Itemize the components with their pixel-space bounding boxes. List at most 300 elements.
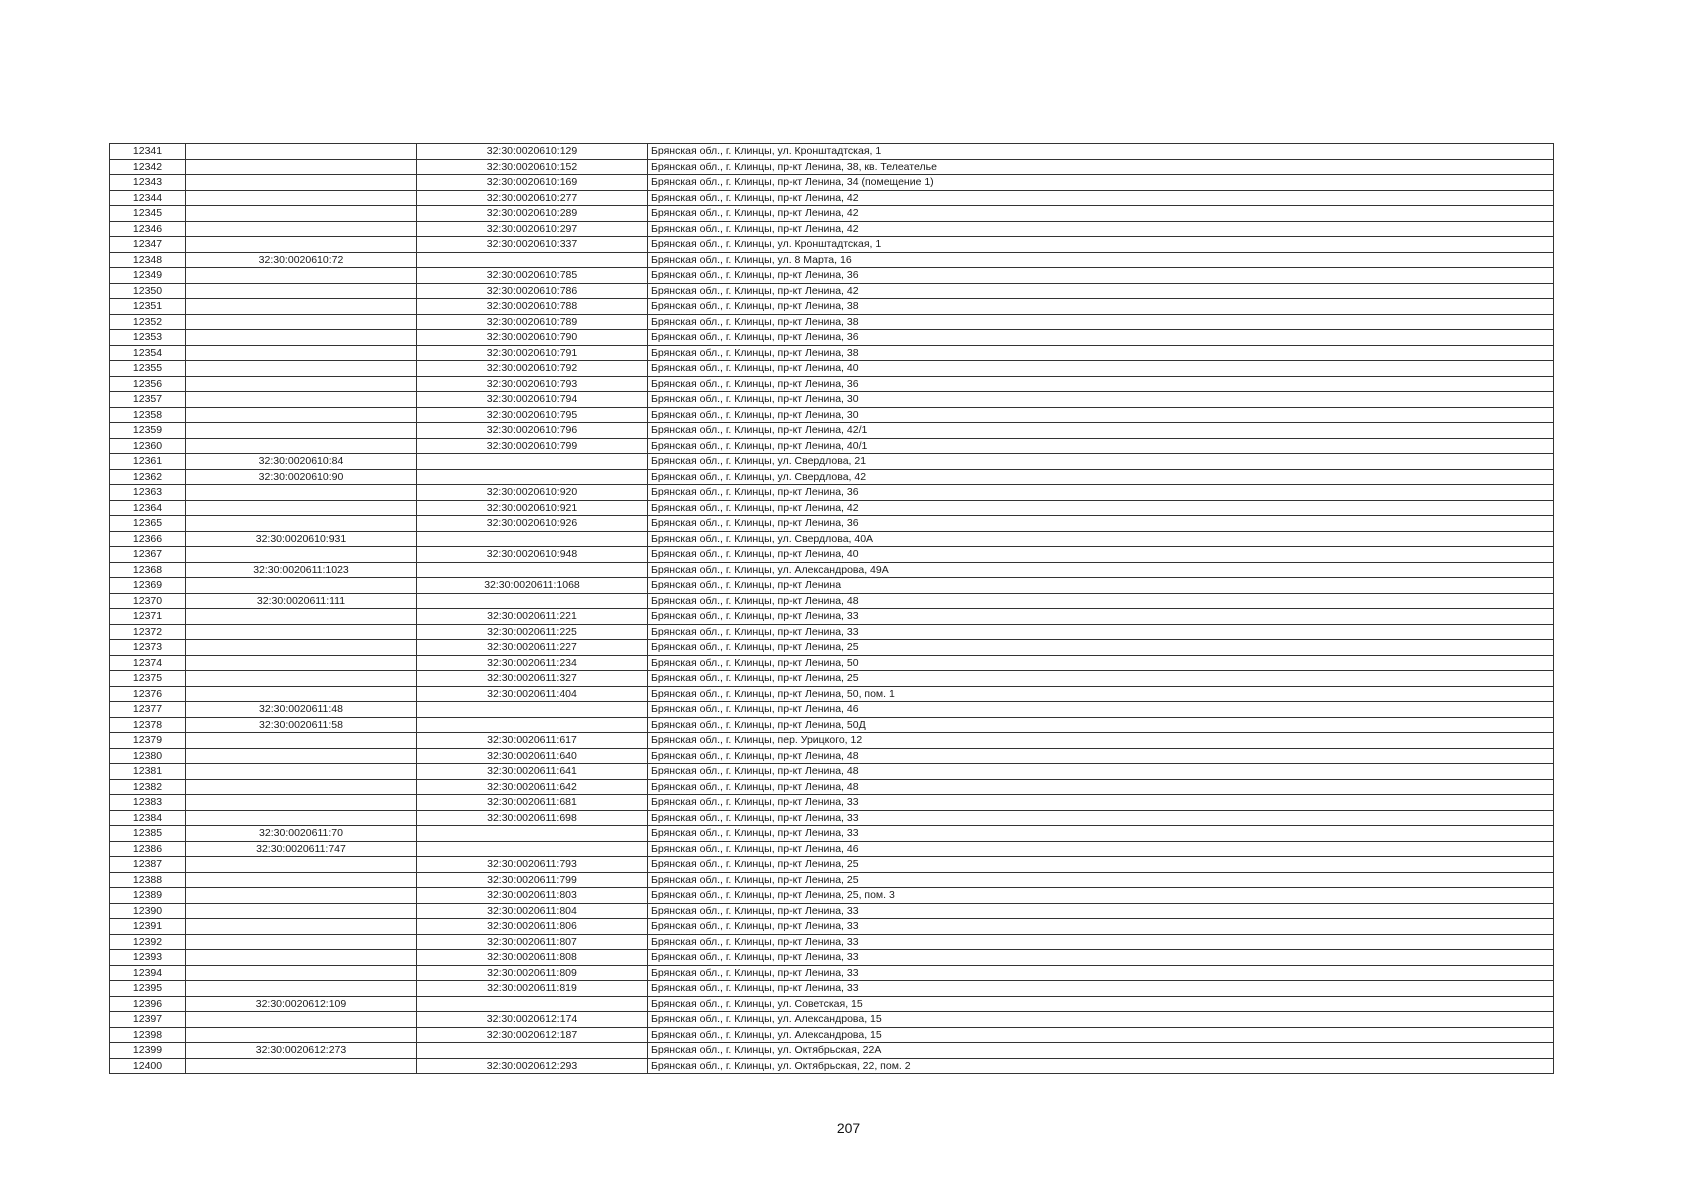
address-cell: Брянская обл., г. Клинцы, пр-кт Ленина, 40 — [648, 361, 1554, 377]
building-cadastral-number-cell: 32:30:0020611:641 — [417, 764, 648, 780]
row-number-cell: 12351 — [110, 299, 186, 315]
building-cadastral-number-cell: 32:30:0020610:926 — [417, 516, 648, 532]
building-cadastral-number-cell: 32:30:0020611:227 — [417, 640, 648, 656]
address-cell: Брянская обл., г. Клинцы, пр-кт Ленина — [648, 578, 1554, 594]
building-cadastral-number-cell: 32:30:0020611:681 — [417, 795, 648, 811]
row-number-cell: 12383 — [110, 795, 186, 811]
land-cadastral-number-cell — [186, 578, 417, 594]
row-number-cell: 12368 — [110, 562, 186, 578]
land-cadastral-number-cell — [186, 981, 417, 997]
table-row — [110, 593, 1554, 609]
row-number-cell: 12384 — [110, 810, 186, 826]
land-cadastral-number-cell — [186, 485, 417, 501]
land-cadastral-number-cell: 32:30:0020612:109 — [186, 996, 417, 1012]
table-row — [110, 872, 1554, 888]
land-cadastral-number-cell — [186, 345, 417, 361]
address-cell: Брянская обл., г. Клинцы, пр-кт Ленина, 33 — [648, 826, 1554, 842]
row-number-cell: 12356 — [110, 376, 186, 392]
building-cadastral-number-cell: 32:30:0020610:948 — [417, 547, 648, 563]
land-cadastral-number-cell: 32:30:0020611:747 — [186, 841, 417, 857]
row-number-cell: 12354 — [110, 345, 186, 361]
building-cadastral-number-cell: 32:30:0020610:337 — [417, 237, 648, 253]
row-number-cell: 12389 — [110, 888, 186, 904]
row-number-cell: 12342 — [110, 159, 186, 175]
row-number-cell: 12376 — [110, 686, 186, 702]
land-cadastral-number-cell: 32:30:0020612:273 — [186, 1043, 417, 1059]
table-row — [110, 748, 1554, 764]
row-number-cell: 12350 — [110, 283, 186, 299]
table-row — [110, 888, 1554, 904]
building-cadastral-number-cell: 32:30:0020610:792 — [417, 361, 648, 377]
table-row — [110, 795, 1554, 811]
row-number-cell: 12373 — [110, 640, 186, 656]
row-number-cell: 12367 — [110, 547, 186, 563]
land-cadastral-number-cell — [186, 159, 417, 175]
registry-table-body — [110, 144, 1554, 1074]
address-cell: Брянская обл., г. Клинцы, пр-кт Ленина, 48 — [648, 593, 1554, 609]
land-cadastral-number-cell — [186, 1058, 417, 1074]
table-row — [110, 779, 1554, 795]
address-cell: Брянская обл., г. Клинцы, пр-кт Ленина, 42 — [648, 500, 1554, 516]
row-number-cell: 12382 — [110, 779, 186, 795]
table-row — [110, 392, 1554, 408]
building-cadastral-number-cell: 32:30:0020610:277 — [417, 190, 648, 206]
building-cadastral-number-cell: 32:30:0020610:786 — [417, 283, 648, 299]
row-number-cell: 12361 — [110, 454, 186, 470]
address-cell: Брянская обл., г. Клинцы, ул. Свердлова, 21 — [648, 454, 1554, 470]
building-cadastral-number-cell: 32:30:0020611:327 — [417, 671, 648, 687]
building-cadastral-number-cell: 32:30:0020611:809 — [417, 965, 648, 981]
building-cadastral-number-cell: 32:30:0020610:791 — [417, 345, 648, 361]
building-cadastral-number-cell — [417, 1043, 648, 1059]
building-cadastral-number-cell: 32:30:0020610:799 — [417, 438, 648, 454]
address-cell: Брянская обл., г. Клинцы, пр-кт Ленина, 30 — [648, 392, 1554, 408]
address-cell: Брянская обл., г. Клинцы, пр-кт Ленина, 46 — [648, 841, 1554, 857]
table-row — [110, 826, 1554, 842]
row-number-cell: 12347 — [110, 237, 186, 253]
address-cell: Брянская обл., г. Клинцы, пр-кт Ленина, 25 — [648, 640, 1554, 656]
land-cadastral-number-cell — [186, 299, 417, 315]
address-cell: Брянская обл., г. Клинцы, пр-кт Ленина, 33 — [648, 965, 1554, 981]
building-cadastral-number-cell — [417, 826, 648, 842]
address-cell: Брянская обл., г. Клинцы, пр-кт Ленина, 30 — [648, 407, 1554, 423]
building-cadastral-number-cell: 32:30:0020611:819 — [417, 981, 648, 997]
address-cell: Брянская обл., г. Клинцы, пр-кт Ленина, 25 — [648, 857, 1554, 873]
table-row — [110, 996, 1554, 1012]
address-cell: Брянская обл., г. Клинцы, пр-кт Ленина, 33 — [648, 903, 1554, 919]
page-number: 207 — [836, 1120, 861, 1136]
building-cadastral-number-cell: 32:30:0020610:785 — [417, 268, 648, 284]
building-cadastral-number-cell: 32:30:0020612:293 — [417, 1058, 648, 1074]
building-cadastral-number-cell: 32:30:0020611:617 — [417, 733, 648, 749]
table-row — [110, 624, 1554, 640]
address-cell: Брянская обл., г. Клинцы, пр-кт Ленина, 40 — [648, 547, 1554, 563]
address-cell: Брянская обл., г. Клинцы, пр-кт Ленина, 36 — [648, 516, 1554, 532]
land-cadastral-number-cell — [186, 857, 417, 873]
table-row — [110, 950, 1554, 966]
land-cadastral-number-cell — [186, 1012, 417, 1028]
building-cadastral-number-cell: 32:30:0020611:221 — [417, 609, 648, 625]
row-number-cell: 12390 — [110, 903, 186, 919]
table-row — [110, 345, 1554, 361]
row-number-cell: 12378 — [110, 717, 186, 733]
land-cadastral-number-cell — [186, 671, 417, 687]
row-number-cell: 12370 — [110, 593, 186, 609]
row-number-cell: 12365 — [110, 516, 186, 532]
address-cell: Брянская обл., г. Клинцы, пр-кт Ленина, 25 — [648, 872, 1554, 888]
row-number-cell: 12398 — [110, 1027, 186, 1043]
building-cadastral-number-cell: 32:30:0020611:804 — [417, 903, 648, 919]
building-cadastral-number-cell — [417, 454, 648, 470]
table-row — [110, 934, 1554, 950]
land-cadastral-number-cell — [186, 810, 417, 826]
table-row — [110, 175, 1554, 191]
building-cadastral-number-cell: 32:30:0020611:803 — [417, 888, 648, 904]
table-row — [110, 361, 1554, 377]
building-cadastral-number-cell: 32:30:0020610:795 — [417, 407, 648, 423]
address-cell: Брянская обл., г. Клинцы, пр-кт Ленина, 42 — [648, 206, 1554, 222]
building-cadastral-number-cell: 32:30:0020611:404 — [417, 686, 648, 702]
land-cadastral-number-cell — [186, 547, 417, 563]
row-number-cell: 12400 — [110, 1058, 186, 1074]
row-number-cell: 12362 — [110, 469, 186, 485]
table-row — [110, 733, 1554, 749]
table-row — [110, 810, 1554, 826]
table-row — [110, 764, 1554, 780]
table-row — [110, 283, 1554, 299]
land-cadastral-number-cell: 32:30:0020611:1023 — [186, 562, 417, 578]
address-cell: Брянская обл., г. Клинцы, пр-кт Ленина, 36 — [648, 376, 1554, 392]
row-number-cell: 12380 — [110, 748, 186, 764]
address-cell: Брянская обл., г. Клинцы, пер. Урицкого, 12 — [648, 733, 1554, 749]
address-cell: Брянская обл., г. Клинцы, пр-кт Ленина, 46 — [648, 702, 1554, 718]
table-row — [110, 686, 1554, 702]
table-row — [110, 702, 1554, 718]
row-number-cell: 12358 — [110, 407, 186, 423]
row-number-cell: 12341 — [110, 144, 186, 160]
address-cell: Брянская обл., г. Клинцы, ул. Свердлова, 40А — [648, 531, 1554, 547]
table-row — [110, 330, 1554, 346]
row-number-cell: 12375 — [110, 671, 186, 687]
table-row — [110, 671, 1554, 687]
address-cell: Брянская обл., г. Клинцы, пр-кт Ленина, 38, кв. Телеателье — [648, 159, 1554, 175]
land-cadastral-number-cell — [186, 764, 417, 780]
row-number-cell: 12397 — [110, 1012, 186, 1028]
address-cell: Брянская обл., г. Клинцы, пр-кт Ленина, 36 — [648, 268, 1554, 284]
address-cell: Брянская обл., г. Клинцы, пр-кт Ленина, 33 — [648, 919, 1554, 935]
address-cell: Брянская обл., г. Клинцы, пр-кт Ленина, 48 — [648, 779, 1554, 795]
address-cell: Брянская обл., г. Клинцы, ул. Октябрьская, 22А — [648, 1043, 1554, 1059]
table-row — [110, 423, 1554, 439]
row-number-cell: 12391 — [110, 919, 186, 935]
address-cell: Брянская обл., г. Клинцы, ул. Кронштадтская, 1 — [648, 237, 1554, 253]
row-number-cell: 12355 — [110, 361, 186, 377]
land-cadastral-number-cell — [186, 237, 417, 253]
address-cell: Брянская обл., г. Клинцы, пр-кт Ленина, 33 — [648, 624, 1554, 640]
address-cell: Брянская обл., г. Клинцы, пр-кт Ленина, 33 — [648, 795, 1554, 811]
address-cell: Брянская обл., г. Клинцы, ул. 8 Марта, 16 — [648, 252, 1554, 268]
table-row — [110, 562, 1554, 578]
table-row — [110, 903, 1554, 919]
land-cadastral-number-cell — [186, 500, 417, 516]
table-row — [110, 841, 1554, 857]
building-cadastral-number-cell: 32:30:0020610:793 — [417, 376, 648, 392]
address-cell: Брянская обл., г. Клинцы, пр-кт Ленина, 50Д — [648, 717, 1554, 733]
land-cadastral-number-cell — [186, 919, 417, 935]
address-cell: Брянская обл., г. Клинцы, пр-кт Ленина, 33 — [648, 981, 1554, 997]
table-row — [110, 469, 1554, 485]
table-row — [110, 206, 1554, 222]
land-cadastral-number-cell: 32:30:0020610:90 — [186, 469, 417, 485]
address-cell: Брянская обл., г. Клинцы, пр-кт Ленина, 34 (помещение 1) — [648, 175, 1554, 191]
land-cadastral-number-cell — [186, 516, 417, 532]
row-number-cell: 12360 — [110, 438, 186, 454]
table-row — [110, 485, 1554, 501]
row-number-cell: 12371 — [110, 609, 186, 625]
land-cadastral-number-cell — [186, 950, 417, 966]
land-cadastral-number-cell — [186, 206, 417, 222]
land-cadastral-number-cell: 32:30:0020610:72 — [186, 252, 417, 268]
address-cell: Брянская обл., г. Клинцы, ул. Александрова, 15 — [648, 1012, 1554, 1028]
building-cadastral-number-cell: 32:30:0020610:297 — [417, 221, 648, 237]
table-row — [110, 919, 1554, 935]
building-cadastral-number-cell: 32:30:0020612:174 — [417, 1012, 648, 1028]
building-cadastral-number-cell: 32:30:0020611:1068 — [417, 578, 648, 594]
row-number-cell: 12369 — [110, 578, 186, 594]
address-cell: Брянская обл., г. Клинцы, пр-кт Ленина, 36 — [648, 485, 1554, 501]
building-cadastral-number-cell: 32:30:0020611:808 — [417, 950, 648, 966]
address-cell: Брянская обл., г. Клинцы, ул. Свердлова, 42 — [648, 469, 1554, 485]
land-cadastral-number-cell — [186, 144, 417, 160]
address-cell: Брянская обл., г. Клинцы, пр-кт Ленина, 38 — [648, 299, 1554, 315]
table-row — [110, 376, 1554, 392]
land-cadastral-number-cell — [186, 686, 417, 702]
land-cadastral-number-cell: 32:30:0020611:48 — [186, 702, 417, 718]
table-row — [110, 314, 1554, 330]
row-number-cell: 12345 — [110, 206, 186, 222]
building-cadastral-number-cell: 32:30:0020611:225 — [417, 624, 648, 640]
land-cadastral-number-cell — [186, 624, 417, 640]
address-cell: Брянская обл., г. Клинцы, пр-кт Ленина, 25 — [648, 671, 1554, 687]
land-cadastral-number-cell — [186, 392, 417, 408]
table-row — [110, 609, 1554, 625]
building-cadastral-number-cell — [417, 717, 648, 733]
address-cell: Брянская обл., г. Клинцы, пр-кт Ленина, 38 — [648, 345, 1554, 361]
row-number-cell: 12399 — [110, 1043, 186, 1059]
address-cell: Брянская обл., г. Клинцы, ул. Александрова, 15 — [648, 1027, 1554, 1043]
row-number-cell: 12396 — [110, 996, 186, 1012]
table-row — [110, 965, 1554, 981]
row-number-cell: 12387 — [110, 857, 186, 873]
building-cadastral-number-cell: 32:30:0020611:642 — [417, 779, 648, 795]
table-row — [110, 578, 1554, 594]
table-row — [110, 655, 1554, 671]
building-cadastral-number-cell: 32:30:0020610:788 — [417, 299, 648, 315]
address-cell: Брянская обл., г. Клинцы, пр-кт Ленина, 48 — [648, 748, 1554, 764]
address-cell: Брянская обл., г. Клинцы, пр-кт Ленина, 42 — [648, 190, 1554, 206]
building-cadastral-number-cell — [417, 531, 648, 547]
table-row — [110, 1027, 1554, 1043]
table-row — [110, 190, 1554, 206]
address-cell: Брянская обл., г. Клинцы, ул. Кронштадтская, 1 — [648, 144, 1554, 160]
row-number-cell: 12395 — [110, 981, 186, 997]
table-row — [110, 857, 1554, 873]
building-cadastral-number-cell: 32:30:0020611:806 — [417, 919, 648, 935]
row-number-cell: 12344 — [110, 190, 186, 206]
building-cadastral-number-cell: 32:30:0020611:799 — [417, 872, 648, 888]
row-number-cell: 12366 — [110, 531, 186, 547]
land-cadastral-number-cell — [186, 438, 417, 454]
address-cell: Брянская обл., г. Клинцы, пр-кт Ленина, 33 — [648, 609, 1554, 625]
address-cell: Брянская обл., г. Клинцы, пр-кт Ленина, 48 — [648, 764, 1554, 780]
row-number-cell: 12363 — [110, 485, 186, 501]
land-cadastral-number-cell — [186, 175, 417, 191]
address-cell: Брянская обл., г. Клинцы, пр-кт Ленина, 40/1 — [648, 438, 1554, 454]
row-number-cell: 12372 — [110, 624, 186, 640]
row-number-cell: 12393 — [110, 950, 186, 966]
table-row — [110, 1058, 1554, 1074]
row-number-cell: 12381 — [110, 764, 186, 780]
land-cadastral-number-cell: 32:30:0020611:70 — [186, 826, 417, 842]
land-cadastral-number-cell — [186, 407, 417, 423]
address-cell: Брянская обл., г. Клинцы, ул. Октябрьская, 22, пом. 2 — [648, 1058, 1554, 1074]
land-cadastral-number-cell — [186, 1027, 417, 1043]
row-number-cell: 12394 — [110, 965, 186, 981]
table-row — [110, 438, 1554, 454]
land-cadastral-number-cell — [186, 221, 417, 237]
row-number-cell: 12353 — [110, 330, 186, 346]
land-cadastral-number-cell: 32:30:0020610:84 — [186, 454, 417, 470]
address-cell: Брянская обл., г. Клинцы, ул. Александрова, 49А — [648, 562, 1554, 578]
land-cadastral-number-cell — [186, 330, 417, 346]
table-row — [110, 237, 1554, 253]
row-number-cell: 12388 — [110, 872, 186, 888]
land-cadastral-number-cell — [186, 268, 417, 284]
table-row — [110, 221, 1554, 237]
table-row — [110, 547, 1554, 563]
row-number-cell: 12349 — [110, 268, 186, 284]
table-row — [110, 1043, 1554, 1059]
building-cadastral-number-cell: 32:30:0020611:807 — [417, 934, 648, 950]
table-row — [110, 454, 1554, 470]
building-cadastral-number-cell — [417, 469, 648, 485]
building-cadastral-number-cell — [417, 841, 648, 857]
row-number-cell: 12364 — [110, 500, 186, 516]
building-cadastral-number-cell: 32:30:0020610:920 — [417, 485, 648, 501]
row-number-cell: 12348 — [110, 252, 186, 268]
land-cadastral-number-cell — [186, 872, 417, 888]
land-cadastral-number-cell — [186, 934, 417, 950]
building-cadastral-number-cell: 32:30:0020611:698 — [417, 810, 648, 826]
land-cadastral-number-cell — [186, 283, 417, 299]
land-cadastral-number-cell: 32:30:0020611:58 — [186, 717, 417, 733]
table-row — [110, 717, 1554, 733]
row-number-cell: 12379 — [110, 733, 186, 749]
building-cadastral-number-cell — [417, 702, 648, 718]
building-cadastral-number-cell: 32:30:0020612:187 — [417, 1027, 648, 1043]
land-cadastral-number-cell — [186, 609, 417, 625]
land-cadastral-number-cell — [186, 640, 417, 656]
address-cell: Брянская обл., г. Клинцы, пр-кт Ленина, 50 — [648, 655, 1554, 671]
table-row — [110, 981, 1554, 997]
row-number-cell: 12346 — [110, 221, 186, 237]
table-row — [110, 640, 1554, 656]
address-cell: Брянская обл., г. Клинцы, пр-кт Ленина, 33 — [648, 934, 1554, 950]
row-number-cell: 12359 — [110, 423, 186, 439]
address-cell: Брянская обл., г. Клинцы, пр-кт Ленина, 25, пом. 3 — [648, 888, 1554, 904]
land-cadastral-number-cell — [186, 779, 417, 795]
building-cadastral-number-cell — [417, 593, 648, 609]
row-number-cell: 12386 — [110, 841, 186, 857]
land-cadastral-number-cell — [186, 376, 417, 392]
table-row — [110, 299, 1554, 315]
table-row — [110, 252, 1554, 268]
land-cadastral-number-cell — [186, 314, 417, 330]
address-cell: Брянская обл., г. Клинцы, пр-кт Ленина, 42 — [648, 283, 1554, 299]
address-cell: Брянская обл., г. Клинцы, пр-кт Ленина, 42/1 — [648, 423, 1554, 439]
table-row — [110, 268, 1554, 284]
building-cadastral-number-cell: 32:30:0020610:169 — [417, 175, 648, 191]
land-cadastral-number-cell — [186, 361, 417, 377]
building-cadastral-number-cell: 32:30:0020610:289 — [417, 206, 648, 222]
building-cadastral-number-cell: 32:30:0020611:640 — [417, 748, 648, 764]
building-cadastral-number-cell: 32:30:0020611:234 — [417, 655, 648, 671]
building-cadastral-number-cell: 32:30:0020610:794 — [417, 392, 648, 408]
building-cadastral-number-cell: 32:30:0020610:789 — [417, 314, 648, 330]
land-cadastral-number-cell: 32:30:0020610:931 — [186, 531, 417, 547]
address-cell: Брянская обл., г. Клинцы, пр-кт Ленина, 50, пом. 1 — [648, 686, 1554, 702]
land-cadastral-number-cell: 32:30:0020611:111 — [186, 593, 417, 609]
building-cadastral-number-cell: 32:30:0020610:790 — [417, 330, 648, 346]
row-number-cell: 12392 — [110, 934, 186, 950]
land-cadastral-number-cell — [186, 903, 417, 919]
land-cadastral-number-cell — [186, 190, 417, 206]
building-cadastral-number-cell: 32:30:0020610:796 — [417, 423, 648, 439]
table-row — [110, 144, 1554, 160]
table-row — [110, 516, 1554, 532]
row-number-cell: 12343 — [110, 175, 186, 191]
building-cadastral-number-cell — [417, 562, 648, 578]
table-row — [110, 407, 1554, 423]
building-cadastral-number-cell — [417, 996, 648, 1012]
table-row — [110, 159, 1554, 175]
land-cadastral-number-cell — [186, 655, 417, 671]
land-cadastral-number-cell — [186, 965, 417, 981]
land-cadastral-number-cell — [186, 733, 417, 749]
registry-table — [109, 143, 1554, 1074]
address-cell: Брянская обл., г. Клинцы, пр-кт Ленина, 33 — [648, 950, 1554, 966]
land-cadastral-number-cell — [186, 748, 417, 764]
table-row — [110, 500, 1554, 516]
land-cadastral-number-cell — [186, 888, 417, 904]
land-cadastral-number-cell — [186, 423, 417, 439]
address-cell: Брянская обл., г. Клинцы, ул. Советская, 15 — [648, 996, 1554, 1012]
building-cadastral-number-cell — [417, 252, 648, 268]
address-cell: Брянская обл., г. Клинцы, пр-кт Ленина, 36 — [648, 330, 1554, 346]
building-cadastral-number-cell: 32:30:0020610:152 — [417, 159, 648, 175]
row-number-cell: 12377 — [110, 702, 186, 718]
address-cell: Брянская обл., г. Клинцы, пр-кт Ленина, 42 — [648, 221, 1554, 237]
table-row — [110, 1012, 1554, 1028]
building-cadastral-number-cell: 32:30:0020610:129 — [417, 144, 648, 160]
building-cadastral-number-cell: 32:30:0020610:921 — [417, 500, 648, 516]
row-number-cell: 12374 — [110, 655, 186, 671]
row-number-cell: 12385 — [110, 826, 186, 842]
row-number-cell: 12357 — [110, 392, 186, 408]
table-row — [110, 531, 1554, 547]
building-cadastral-number-cell: 32:30:0020611:793 — [417, 857, 648, 873]
land-cadastral-number-cell — [186, 795, 417, 811]
